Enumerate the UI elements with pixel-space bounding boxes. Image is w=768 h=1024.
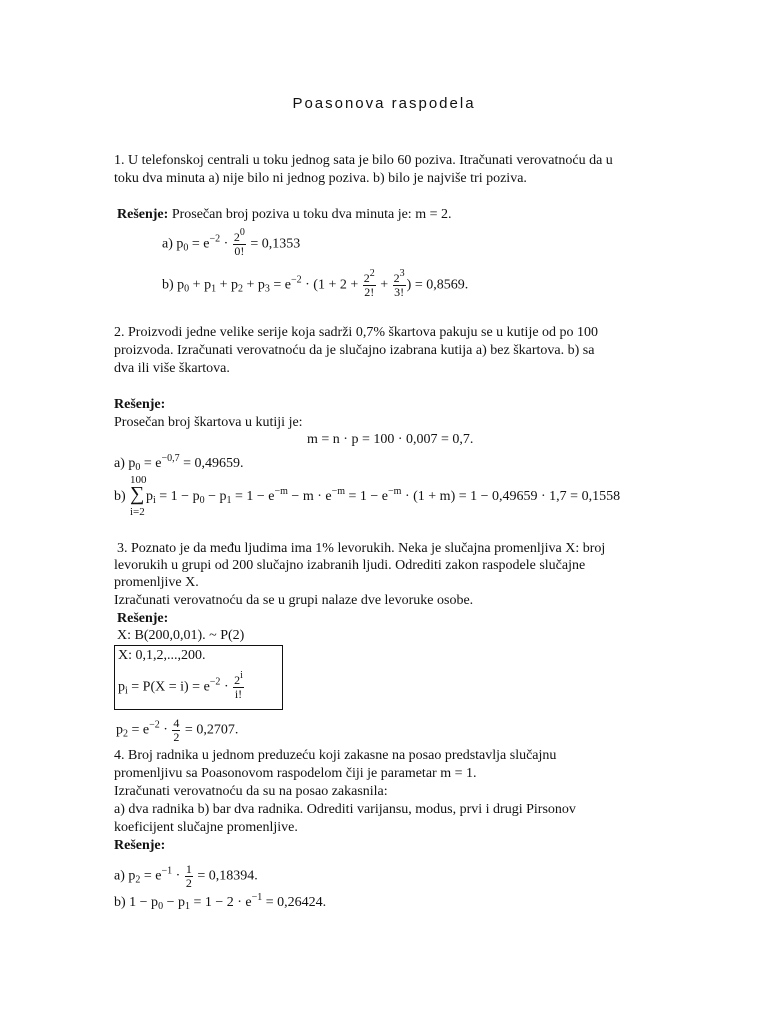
formula-text: p (118, 679, 125, 695)
formula-text: − m · e (287, 489, 332, 504)
exponent: −2 (209, 676, 221, 688)
fraction (185, 863, 193, 890)
formula-text: · (159, 722, 172, 738)
exponent: −1 (251, 892, 263, 903)
denominator: 2! (364, 285, 375, 299)
exponent: −2 (209, 233, 221, 245)
problem-1-line-2: toku dva minuta a) nije bilo ni jednog poziva. b) bilo je najviše tri poziva. (114, 171, 527, 186)
problem-2-line-3: dva ili više škartova. (114, 361, 230, 376)
problem-4-solution-label: Rešenje: (114, 838, 166, 853)
problem-3-line-2: levorukih u grupi od 200 slučajno izabranih ljudi. Odrediti zakon raspodele slučajne (114, 558, 586, 573)
subscript: 0 (184, 283, 190, 295)
exponent: 0 (239, 227, 245, 238)
fraction (363, 268, 376, 299)
formula-text: + (376, 277, 392, 293)
formula-text: = P(X = i) = e (127, 679, 210, 695)
problem-2-solution-label: Rešenje: (114, 397, 166, 412)
exponent: −2 (149, 719, 160, 731)
problem-4-formula-b (114, 894, 326, 911)
formula-text: = 1 − e (231, 489, 275, 504)
solution-text: Prosečan broj poziva u toku dva minuta je: m = 2. (168, 207, 452, 222)
formula-text: + p (216, 277, 238, 293)
subscript: i (153, 495, 156, 506)
formula-text: p (116, 722, 123, 738)
formula-text: a) p (162, 236, 184, 252)
subscript: 3 (264, 283, 270, 295)
problem-1-formula-b (162, 268, 469, 299)
numerator: 4 (173, 716, 180, 730)
formula-text: · (1 + 2 + (301, 277, 362, 293)
page-title: Poasonova raspodela (292, 95, 476, 112)
formula-result: · (1 + m) = 1 − 0,49659 · 1,7 = 0,1558 (401, 489, 621, 504)
problem-2-line-2: proizvoda. Izračunati verovatnoću da je slučajno izabrana kutija a) bez škartova. b) sa (114, 343, 595, 358)
formula-text: − p (204, 489, 227, 504)
numerator: 1 (185, 862, 192, 876)
subscript: 1 (211, 283, 217, 295)
exponent: i (240, 670, 243, 681)
fraction (233, 670, 244, 701)
exponent: −1 (161, 865, 173, 877)
formula-text: = 1 − e (345, 489, 389, 504)
exponent: 3 (399, 268, 405, 279)
denominator: 2 (185, 876, 192, 890)
formula-text: a) p (114, 868, 136, 884)
problem-4-line-1: 4. Broj radnika u jednom preduzeću koji zakasne na posao predstavlja slučajnu (114, 748, 557, 763)
formula-result: ) = 0,8569. (406, 277, 469, 293)
problem-4-line-3: Izračunati verovatnoću da su na posao zakasnila: (114, 784, 388, 799)
formula-text: b) p (162, 277, 185, 293)
formula-result: = 0,1353 (246, 236, 301, 252)
subscript: i (125, 685, 128, 697)
formula-text: = 1 − p (155, 489, 200, 504)
fraction (233, 227, 246, 258)
formula-text: = e (140, 456, 162, 471)
problem-4-line-2: promenljivu sa Poasonovom raspodelom čiji je parametar m = 1. (114, 766, 477, 781)
subscript: 1 (226, 495, 232, 506)
problem-2-average-text: Prosečan broj škartova u kutiji je: (114, 415, 303, 430)
formula-text: · (220, 236, 232, 252)
formula-text: p (146, 489, 153, 504)
formula-text: = e (269, 277, 291, 293)
denominator: 0! (234, 244, 245, 258)
exponent: 2 (369, 268, 375, 279)
formula-text: a) p (114, 456, 136, 471)
subscript: 0 (183, 242, 189, 254)
subscript: 1 (184, 901, 190, 912)
problem-3-line-3: promenljive X. (114, 575, 199, 590)
problem-2-formula-b (146, 488, 620, 505)
solution-label: Rešenje: (117, 207, 169, 222)
formula-result: = 0,49659. (179, 456, 244, 471)
subscript: 2 (237, 283, 243, 295)
fraction (172, 717, 180, 744)
subscript: 0 (199, 495, 205, 506)
formula-text: = e (188, 236, 210, 252)
denominator: 3! (394, 285, 405, 299)
exponent: −2 (291, 274, 302, 286)
subscript: 0 (158, 901, 164, 912)
numerator: 2 (363, 271, 370, 285)
problem-4-line-5: koeficijent slučajne promenljive. (114, 820, 298, 835)
formula-text: + p (189, 277, 212, 293)
problem-3-distribution: X: B(200,0,01). ~ P(2) (117, 628, 245, 643)
formula-result: = 0,2707. (181, 722, 239, 738)
numerator: 2 (233, 230, 240, 244)
problem-2-formula-b-label: b) (114, 489, 126, 504)
formula-result: = 0,26424. (262, 895, 327, 910)
problem-3-line-4: Izračunati verovatnoću da se u grupi nalaze dve levoruke osobe. (114, 593, 474, 608)
problem-3-solution-label: Rešenje: (117, 611, 169, 626)
denominator: i! (234, 687, 243, 701)
numerator: 2 (393, 271, 400, 285)
problem-2-formula-a (114, 455, 244, 472)
formula-text: − p (163, 895, 185, 910)
exponent: −m (274, 486, 288, 497)
sum-upper-limit: 100 (130, 474, 147, 486)
box-line-1: X: 0,1,2,...,200. (118, 648, 206, 663)
problem-2-m-formula: m = n · p = 100 · 0,007 = 0,7. (307, 432, 474, 447)
problem-4-line-4: a) dva radnika b) bar dva radnika. Odrediti varijansu, modus, prvi i drugi Pirsonov (114, 802, 576, 817)
exponent: −m (331, 486, 346, 497)
formula-text: = 1 − 2 · e (189, 895, 252, 910)
problem-1-formula-a (162, 227, 301, 258)
problem-3-line-1: 3. Poznato je da među ljudima ima 1% levorukih. Neka je slučajna promenljiva X: broj (117, 541, 606, 556)
problem-2-line-1: 2. Proizvodi jedne velike serije koja sadrži 0,7% škartova pakuju se u kutije od po 100 (114, 325, 599, 340)
subscript: 2 (123, 728, 128, 740)
summation-symbol: ∑ (130, 483, 145, 505)
problem-1-line-1: 1. U telefonskoj centrali u toku jednog sata je bilo 60 poziva. Itračunati verovatnoću da u (114, 153, 613, 168)
subscript: 2 (135, 874, 141, 886)
exponent: −m (388, 486, 402, 497)
formula-result: = 0,18394. (193, 868, 258, 884)
subscript: 0 (135, 462, 141, 473)
formula-text: b) 1 − p (114, 895, 159, 910)
problem-1-solution (117, 206, 451, 223)
formula-text: · (220, 679, 233, 695)
denominator: 2 (173, 730, 180, 744)
box-line-2 (118, 670, 245, 701)
numerator: 2 (234, 673, 241, 687)
exponent: −0,7 (161, 453, 180, 464)
sum-lower-limit: i=2 (130, 506, 145, 518)
formula-text: = e (128, 722, 150, 738)
problem-4-formula-a (114, 863, 258, 890)
formula-text: + p (242, 277, 265, 293)
problem-3-result (116, 717, 238, 744)
formula-text: = e (140, 868, 162, 884)
formula-text: · (172, 868, 184, 884)
fraction (393, 268, 406, 299)
